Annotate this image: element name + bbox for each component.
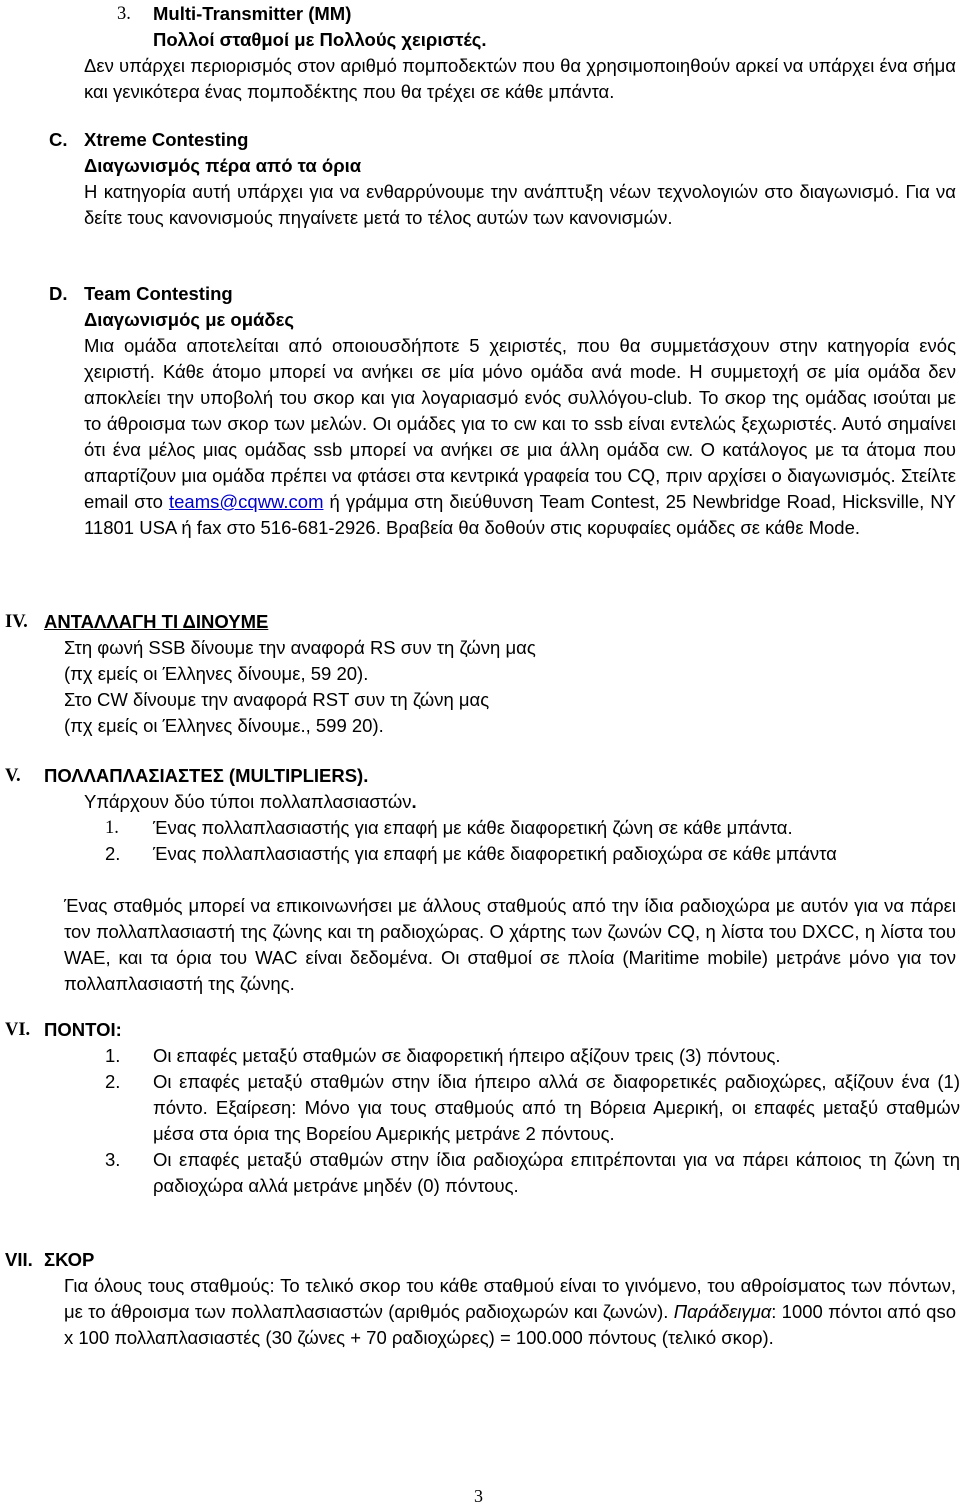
section-c-letter: C. <box>49 129 68 150</box>
list-item-number: 2. <box>105 1071 121 1092</box>
section-b3-heading <box>117 1 131 27</box>
section-v-intro-dot: . <box>411 791 417 812</box>
list-item <box>105 841 960 867</box>
list-item-number: 2. <box>105 843 121 864</box>
section-v-title: ΠΟΛΛΑΠΛΑΣΙΑΣΤΕΣ (MULTIPLIERS). <box>44 765 369 786</box>
section-iv-line: Στο CW δίνουμε την αναφορά RST συν τη ζώνη μας <box>64 689 490 710</box>
section-d-subtitle: Διαγωνισμός με ομάδες <box>84 309 295 330</box>
section-d-body-text: Μια ομάδα αποτελείται από οποιουσδήποτε 5 χειριστές, που θα συμμετάσχουν στην κατηγορία ενός χειριστή. Κάθε άτομο μπορεί να ανήκει σε μία μόνο ομάδα ανά mode. Η συμμετοχή σε μία ομάδα δεν αποκλείει την υποβολή του σκορ και για λογαριασμό ενός συλλόγου-club. Το σκορ της ομάδας ισούται με το άθροισμα των σκορ των μελών. Οι ομάδες για το cw και το ssb είναι εντελώς ξεχωριστές. Αυτό σημαίνει ότι ένα μέλος μιας ομάδας ssb μπορεί να ανήκει σε μια άλλη ομάδα cw. Ο κατάλογος με τα άτομα που απαρτίζουν μια ομάδα πρέπει να φτάσει στα κεντρικά γραφεία του CQ, πριν αρχίσει ο διαγωνισμός. Στείλτε email στο <box>84 335 956 512</box>
section-iv-line: (πχ εμείς οι Έλληνες δίνουμε, 59 20). <box>64 663 369 684</box>
list-item-text: Οι επαφές μεταξύ σταθμών σε διαφορετική ήπειρο αξίζουν τρεις (3) πόντους. <box>153 1045 781 1066</box>
list-item-text: Οι επαφές μεταξύ σταθμών στην ίδια ραδιοχώρα επιτρέπονται για να πάρει κάποιος τη ζώνη τη ραδιοχώρα αλλά μετράνε μηδέν (0) πόντους. <box>153 1149 960 1196</box>
section-b3-subtitle: Πολλοί σταθμοί με Πολλούς χειριστές. <box>153 29 487 50</box>
section-vii-example-label: Παράδειγμα <box>673 1301 772 1322</box>
section-vi-title: ΠΟΝΤΟΙ: <box>44 1019 122 1040</box>
section-d-body-text-2: ή γράμμα στη διεύθυνση Team Contest, 25 Newbridge Road, Hicksville, NY 11801 USA ή fax στο 516-681-2926. Βραβεία θα δοθούν στις κορυφαίες ομάδες σε κάθε Mode. <box>84 491 957 538</box>
section-c-title: Xtreme Contesting <box>84 129 249 150</box>
section-iv-numeral: IV. <box>5 612 28 632</box>
points-list <box>105 1043 960 1199</box>
multiplier-list <box>105 815 960 867</box>
section-vii-body-text-2: : 1000 πόντοι από qso x 100 πολλαπλασιαστές (30 ζώνες + 70 ραδιοχώρες) = 100.000 πόντους (τελικό σκορ). <box>64 1301 956 1348</box>
section-v-intro <box>84 789 417 815</box>
section-vi-numeral: VI. <box>5 1020 31 1040</box>
team-email-link[interactable]: teams@cqww.com <box>169 491 324 512</box>
section-iv-lines <box>64 635 944 739</box>
section-iv-title: ΑΝΤΑΛΛΑΓΗ ΤΙ ΔΙΝΟΥΜΕ <box>44 611 269 632</box>
list-item-number: 1. <box>105 818 119 838</box>
list-item-number: 1. <box>105 1045 121 1066</box>
section-b3-body: Δεν υπάρχει περιορισμός στον αριθμό πομποδεκτών που θα χρησιμοποιηθούν αρκεί να υπάρχει ένα σήμα και γενικότερα ένας πομποδέκτης που θα τρέχει σε κάθε μπάντα. <box>84 55 956 102</box>
section-v-numeral: V. <box>5 766 21 786</box>
list-item <box>105 1069 960 1147</box>
list-item-text: Ένας πολλαπλασιαστής για επαφή με κάθε διαφορετική ζώνη σε κάθε μπάντα. <box>153 817 793 838</box>
section-vii-numeral: VII. <box>5 1249 33 1270</box>
section-vii-body <box>64 1273 956 1351</box>
section-c-body: Η κατηγορία αυτή υπάρχει για να ενθαρρύνουμε την ανάπτυξη νέων τεχνολογιών στο διαγωνισμό. Για να δείτε τους κανονισμούς πηγαίνετε μετά το τέλος αυτών των κανονισμών. <box>84 181 956 228</box>
section-v-intro-text: Υπάρχουν δύο τύποι πολλαπλασιαστών <box>84 791 412 812</box>
section-d-letter: D. <box>49 283 68 304</box>
list-item-text: Ένας πολλαπλασιαστής για επαφή με κάθε διαφορετική ραδιοχώρα σε κάθε μπάντα <box>153 843 837 864</box>
list-item <box>105 815 960 841</box>
page-number: 3 <box>474 1486 483 1506</box>
list-item <box>105 1043 960 1069</box>
section-c-subtitle: Διαγωνισμός πέρα από τα όρια <box>84 155 362 176</box>
section-b3-number: 3. <box>117 4 131 24</box>
list-item-text: Οι επαφές μεταξύ σταθμών στην ίδια ήπειρο αλλά σε διαφορετικές ραδιοχώρες, αξίζουν ένα (1) πόντο. Εξαίρεση: Μόνο για τους σταθμούς από τη Βόρεια Αμερική, οι επαφές μεταξύ σταθμών μέσα στα όρια της Βορείου Αμερικής μετράνε 2 πόντους. <box>153 1071 960 1144</box>
section-vii-body-text: Για όλους τους σταθμούς: Το τελικό σκορ του κάθε σταθμού είναι το γινόμενο, του αθροίσματος των πόντων, με το άθροισμα των πολλαπλασιαστών (αριθμός ραδιοχωρών και ζωνών). <box>64 1275 956 1322</box>
section-b3-title: Multi-Transmitter (MM) <box>153 3 352 24</box>
list-item <box>105 1147 960 1199</box>
section-d-title: Team Contesting <box>84 283 233 304</box>
section-d-body <box>84 333 956 541</box>
section-vii-title: ΣΚΟΡ <box>44 1249 95 1270</box>
section-iv-line: Στη φωνή SSB δίνουμε την αναφορά RS συν τη ζώνη μας <box>64 637 536 658</box>
list-item-number: 3. <box>105 1149 121 1170</box>
section-v-body: Ένας σταθμός μπορεί να επικοινωνήσει με άλλους σταθμούς από την ίδια ραδιοχώρα με αυτόν για να πάρει τον πολλαπλασιαστή της ζώνης και τη ραδιοχώρας. Ο χάρτης των ζωνών CQ, η λίστα του DXCC, η λίστα του WAE, και τα όρια του WAC είναι δεδομένα. Οι σταθμοί σε πλοία (Maritime mobile) μετράνε μόνο για τον πολλαπλασιαστή της ζώνης. <box>64 895 956 994</box>
section-iv-line: (πχ εμείς οι Έλληνες δίνουμε., 599 20). <box>64 715 384 736</box>
